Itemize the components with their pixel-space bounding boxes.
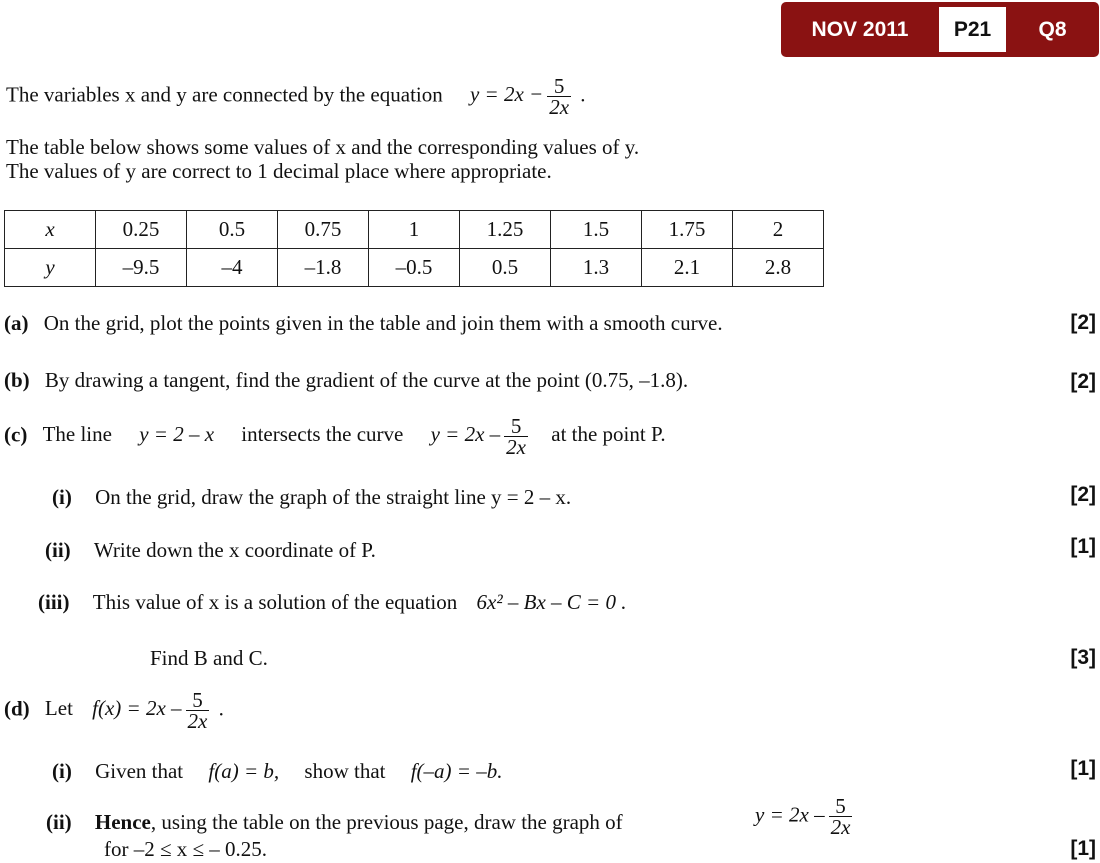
part-d-ii-fraction — [829, 796, 853, 837]
part-c-pre: The line — [42, 422, 112, 447]
table-cell: 2 — [733, 211, 824, 249]
fraction-denominator: 2x — [549, 95, 570, 119]
part-d-i-show: show that — [304, 759, 386, 783]
paper-label: P21 — [939, 7, 1006, 52]
table-cell: 0.75 — [278, 211, 369, 249]
question-label: Q8 — [1038, 18, 1067, 41]
part-c-label: (c) — [4, 422, 28, 447]
part-d-i-given-eq: f(a) = b, — [208, 759, 280, 783]
part-d-i-marks: [1] — [1070, 757, 1096, 780]
part-c-i-text: On the grid, draw the graph of the straight line y = 2 – x. — [95, 485, 572, 509]
part-d: (d) Let f(x) = 2x – $\frac{5}{2x}$ . — [4, 688, 224, 733]
part-d-ii-label: (ii) — [46, 810, 72, 834]
part-c-i-label: (i) — [52, 485, 72, 509]
part-d-i-given: Given that — [95, 759, 184, 783]
table-cell: 1.5 — [551, 211, 642, 249]
part-d-pre: Let — [44, 696, 73, 721]
table-cell: –9.5 — [96, 249, 187, 287]
part-a-marks: [2] — [1070, 311, 1096, 334]
part-c-iii-find: Find B and C. — [150, 646, 268, 670]
part-d-fraction — [186, 690, 210, 731]
part-b — [4, 368, 688, 392]
table-cell: 1.75 — [642, 211, 733, 249]
part-c-line-eq: y = 2 – x — [139, 422, 215, 447]
table-cell: 1.3 — [551, 249, 642, 287]
part-d-ii-range: for –2 ≤ x ≤ – 0.25. — [104, 837, 268, 861]
part-c-iii — [38, 590, 626, 614]
fraction-numerator: 5 — [192, 688, 203, 712]
table-cell: 2.8 — [733, 249, 824, 287]
intro-equation: y = 2x − — [469, 82, 544, 107]
part-c — [4, 416, 666, 457]
table-cell: 1.25 — [460, 211, 551, 249]
part-d-i-show-eq: f(–a) = –b. — [410, 759, 503, 783]
intro-line-2: The table below shows some values of x and the corresponding values of y. — [6, 135, 640, 159]
fraction-numerator: 5 — [835, 794, 846, 818]
table-cell: 0.25 — [96, 211, 187, 249]
values-table — [4, 210, 824, 287]
part-c-iii-label: (iii) — [38, 590, 70, 614]
part-c-iii-equation: 6x² – Bx – C = 0 . — [476, 590, 627, 614]
part-d-ii-bold: Hence — [94, 810, 151, 834]
table-cell: –1.8 — [278, 249, 369, 287]
question-badge — [781, 2, 1099, 57]
part-d-func: f(x) = 2x – — [92, 696, 182, 721]
fraction-denominator: 2x — [187, 709, 208, 733]
part-a-label: (a) — [4, 311, 29, 335]
part-b-marks: [2] — [1070, 370, 1096, 393]
intro-text: The variables x and y are connected by the equation — [6, 82, 443, 107]
intro-line-3: The values of y are correct to 1 decimal place where appropriate. — [6, 159, 552, 183]
part-c-fraction — [504, 416, 528, 457]
fraction-numerator: 5 — [553, 74, 565, 98]
part-d-ii-equation — [755, 796, 856, 837]
table-cell: 1 — [369, 211, 460, 249]
part-d-label: (d) — [4, 696, 30, 721]
table-cell: 0.5 — [187, 211, 278, 249]
table-header-y: y — [5, 249, 96, 287]
part-d-i-label: (i) — [52, 759, 72, 783]
part-c-i-marks: [2] — [1070, 483, 1096, 506]
part-c-iii-text: This value of x is a solution of the equation — [92, 590, 458, 614]
part-d-ii-text: , using the table on the previous page, draw the graph of — [150, 810, 623, 834]
part-d-ii-marks: [1] — [1070, 837, 1096, 860]
part-b-label: (b) — [4, 368, 30, 392]
part-c-ii — [45, 538, 376, 562]
part-a — [4, 311, 723, 335]
part-c-mid: intersects the curve — [241, 422, 404, 447]
part-c-iii-marks: [3] — [1070, 646, 1096, 669]
part-b-text: By drawing a tangent, find the gradient of the curve at the point (0.75, –1.8). — [44, 368, 689, 392]
table-cell: 2.1 — [642, 249, 733, 287]
part-c-ii-label: (ii) — [45, 538, 71, 562]
session-label: NOV 2011 — [811, 18, 909, 41]
fraction-denominator: 2x — [506, 435, 526, 459]
part-d-ii-eq: y = 2x – — [755, 802, 825, 827]
table-row-x — [5, 211, 824, 249]
table-cell: –0.5 — [369, 249, 460, 287]
part-d-i — [52, 759, 502, 783]
table-cell: 0.5 — [460, 249, 551, 287]
intro-equation-line: The variables x and y are connected by the equation y = 2x − $\frac{5}{2x}$ . — [6, 74, 586, 119]
table-header-x: x — [5, 211, 96, 249]
part-c-curve-eq: y = 2x – — [430, 422, 501, 447]
part-c-i — [52, 485, 571, 509]
intro-fraction — [547, 76, 571, 117]
part-d-ii — [46, 810, 623, 834]
table-row-y — [5, 249, 824, 287]
part-a-text: On the grid, plot the points given in the table and join them with a smooth curve. — [43, 311, 723, 335]
part-c-ii-marks: [1] — [1070, 535, 1096, 558]
fraction-numerator: 5 — [510, 414, 522, 438]
part-c-post: at the point P. — [551, 422, 666, 447]
table-cell: –4 — [187, 249, 278, 287]
part-c-ii-text: Write down the x coordinate of P. — [93, 538, 376, 562]
fraction-denominator: 2x — [830, 815, 851, 839]
